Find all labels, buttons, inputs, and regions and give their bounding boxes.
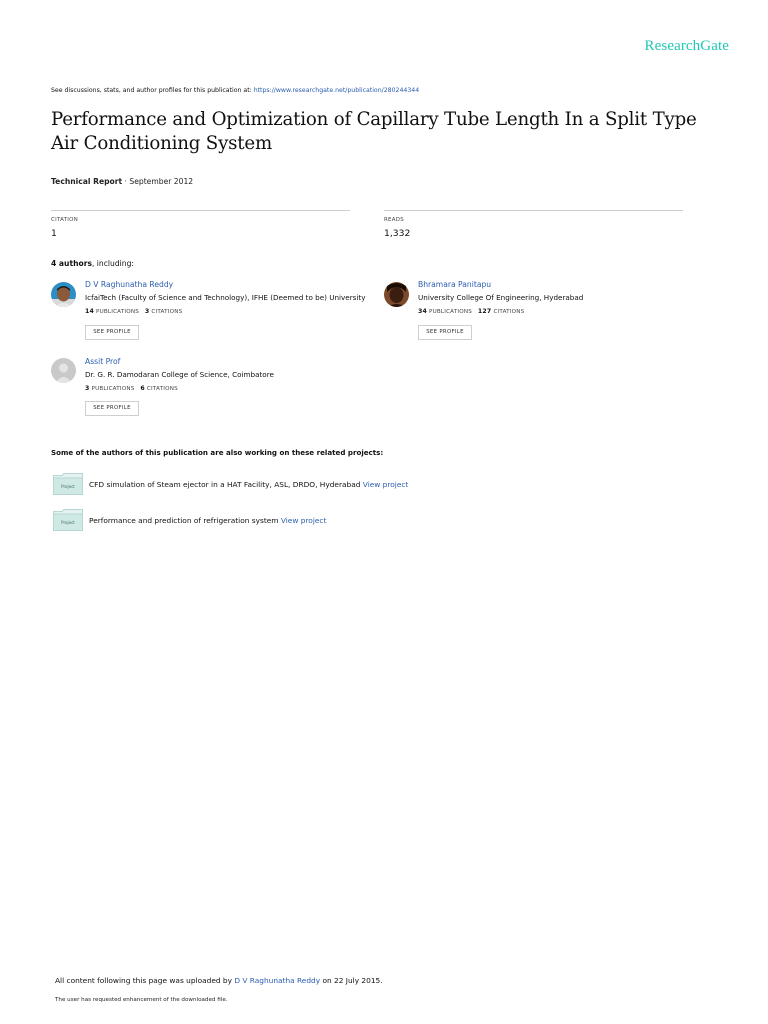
project-icon-label: Project <box>61 484 75 489</box>
project-icon-label: Project <box>61 520 75 525</box>
publication-type: Technical Report <box>51 177 123 186</box>
reads-label: READS <box>384 217 404 223</box>
upload-notice <box>55 976 383 985</box>
reads-count: 1,332 <box>384 228 411 239</box>
publication-date: September 2012 <box>129 177 194 186</box>
author-photo-icon <box>384 282 409 307</box>
author-institution: IcfaiTech (Faculty of Science and Technology), IFHE (Deemed to be) University <box>85 293 366 302</box>
author-avatar[interactable] <box>384 282 409 307</box>
project-item <box>89 516 326 525</box>
discussion-prefix: See discussions, stats, and author profiles for this publication at: <box>51 87 254 94</box>
citations-label: CITATIONS <box>493 309 525 315</box>
author-stats <box>85 308 182 315</box>
author-name-link[interactable]: Bhramara Panitapu <box>418 280 492 289</box>
project-title: CFD simulation of Steam ejector in a HAT Facility, ASL, DRDO, Hyderabad <box>89 480 363 489</box>
publications-label: PUBLICATIONS <box>91 386 135 392</box>
author-avatar[interactable] <box>51 358 76 383</box>
project-title: Performance and prediction of refrigeration system <box>89 516 281 525</box>
citations-count: 3 <box>144 308 150 315</box>
citations-count: 127 <box>477 308 492 315</box>
publications-label: PUBLICATIONS <box>429 309 472 315</box>
publications-count: 14 <box>85 308 95 315</box>
view-project-link[interactable]: View project <box>280 516 327 525</box>
author-institution: Dr. G. R. Damodaran College of Science, Coimbatore <box>85 370 274 379</box>
authors-count: 4 authors <box>51 259 92 268</box>
publications-count: 34 <box>418 308 428 315</box>
project-folder-icon <box>53 473 83 495</box>
publication-url-link[interactable]: https://www.researchgate.net/publication/280244344 <box>253 87 420 94</box>
author-stats <box>85 385 178 392</box>
enhancement-note: The user has requested enhancement of the downloaded file. <box>55 997 228 1003</box>
see-profile-button[interactable]: SEE PROFILE <box>418 325 472 340</box>
author-avatar[interactable] <box>51 282 76 307</box>
publications-count: 3 <box>85 385 90 392</box>
citation-count: 1 <box>51 228 57 239</box>
citations-count: 6 <box>140 385 145 392</box>
publication-title: Performance and Optimization of Capillary Tube Length In a Split Type Air Conditioning System <box>51 109 697 154</box>
project-item <box>89 480 408 489</box>
see-profile-button[interactable]: SEE PROFILE <box>85 325 139 340</box>
upload-prefix: All content following this page was uploaded by <box>55 976 235 985</box>
author-institution: University College Of Engineering, Hyderabad <box>418 293 584 302</box>
publication-meta <box>51 177 193 186</box>
project-folder-icon <box>53 509 83 531</box>
meta-separator: · <box>122 177 130 186</box>
uploader-link[interactable]: D V Raghunatha Reddy <box>234 976 321 985</box>
publications-label: PUBLICATIONS <box>96 309 139 315</box>
view-project-link[interactable]: View project <box>362 480 409 489</box>
reads-divider <box>384 210 683 211</box>
see-profile-button[interactable]: SEE PROFILE <box>85 401 139 416</box>
researchgate-logo[interactable]: ResearchGate <box>644 38 729 54</box>
citations-label: CITATIONS <box>146 386 178 392</box>
upload-date: on 22 July 2015. <box>320 976 383 985</box>
citation-divider <box>51 210 350 211</box>
related-projects-heading: Some of the authors of this publication are also working on these related projects: <box>51 448 384 457</box>
author-photo-icon <box>51 282 76 307</box>
discussion-line <box>51 87 419 94</box>
authors-suffix: , including: <box>91 259 134 268</box>
author-name-link[interactable]: Assit Prof <box>85 357 121 366</box>
citations-label: CITATIONS <box>151 309 183 315</box>
author-name-link[interactable]: D V Raghunatha Reddy <box>85 280 174 289</box>
author-stats <box>418 308 524 315</box>
authors-heading <box>51 259 134 268</box>
citation-label: CITATION <box>51 217 79 223</box>
default-avatar-icon <box>51 358 76 383</box>
